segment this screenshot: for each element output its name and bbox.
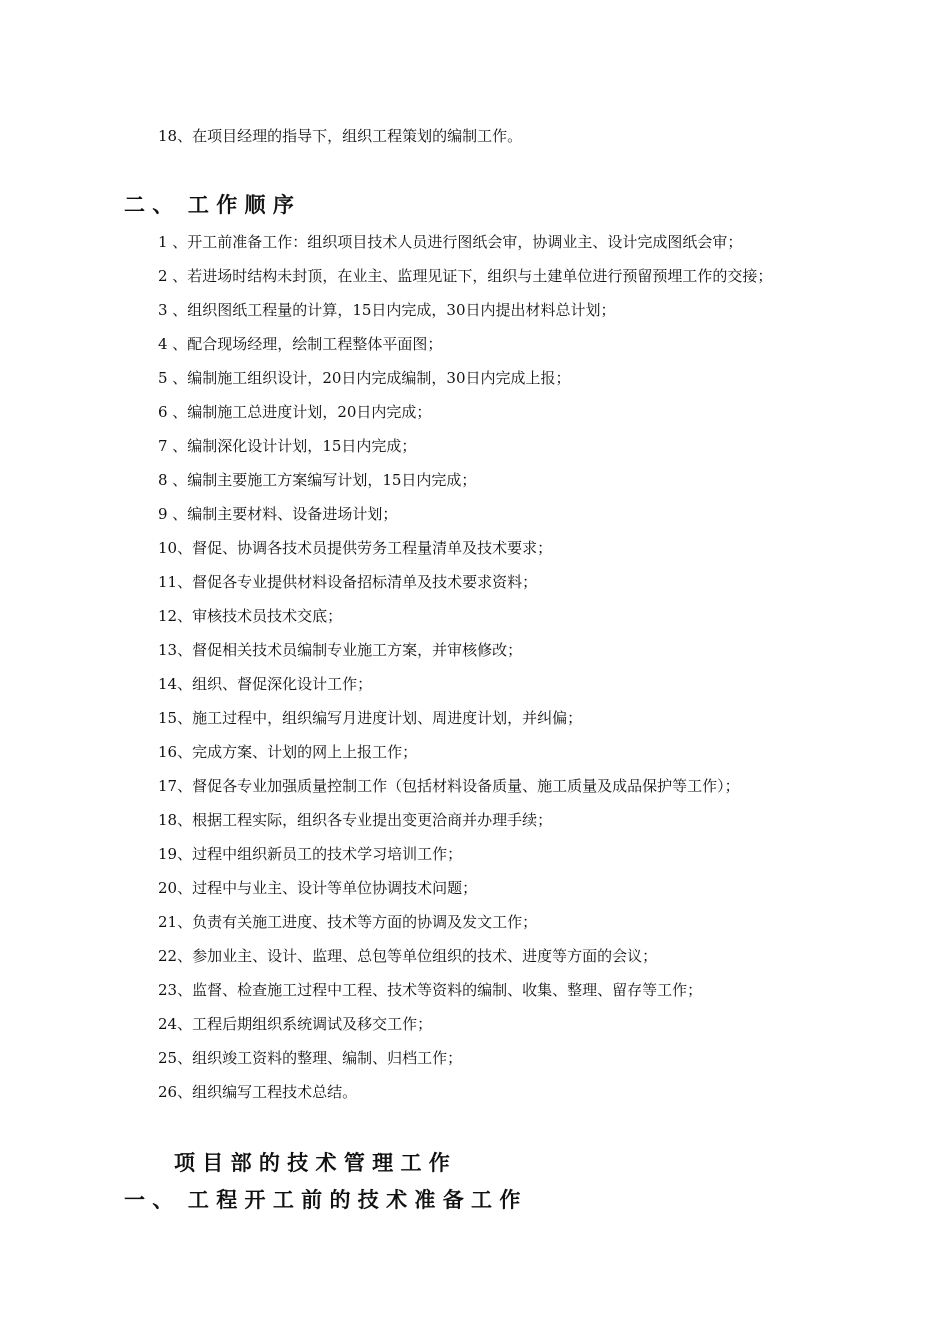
list-item: 18、根据工程实际，组织各专业提出变更洽商并办理手续； <box>158 811 553 829</box>
list-item: 10、督促、协调各技术员提供劳务工程量清单及技术要求； <box>158 539 553 557</box>
list-item: 26、组织编写工程技术总结。 <box>158 1083 358 1101</box>
section-heading-work-order: 二 、 工 作 顺 序 <box>124 193 294 217</box>
list-item: 13、督促相关技术员编制专业施工方案，并审核修改； <box>158 641 523 659</box>
list-item: 7 、编制深化设计计划，15日内完成； <box>158 437 417 455</box>
list-item: 2 、若进场时结构未封顶，在业主、监理见证下，组织与土建单位进行预留预埋工作的交接； <box>158 267 773 285</box>
top-list-item: 18、在项目经理的指导下，组织工程策划的编制工作。 <box>158 127 523 145</box>
list-item: 15、施工过程中，组织编写月进度计划、周进度计划，并纠偏； <box>158 709 583 727</box>
list-item: 22、参加业主、设计、监理、总包等单位组织的技术、进度等方面的会议； <box>158 947 658 965</box>
list-item: 11、督促各专业提供材料设备招标清单及技术要求资料； <box>158 573 538 591</box>
list-item: 23、监督、检查施工过程中工程、技术等资料的编制、收集、整理、留存等工作； <box>158 981 703 999</box>
list-item: 25、组织竣工资料的整理、编制、归档工作； <box>158 1049 463 1067</box>
list-item: 17、督促各专业加强质量控制工作（包括材料设备质量、施工质量及成品保护等工作）； <box>158 777 740 795</box>
list-item: 20、过程中与业主、设计等单位协调技术问题； <box>158 879 478 897</box>
list-item: 12、审核技术员技术交底； <box>158 607 343 625</box>
list-item: 16、完成方案、计划的网上上报工作； <box>158 743 418 761</box>
list-item: 6 、编制施工总进度计划，20日内完成； <box>158 403 432 421</box>
list-item: 4 、配合现场经理，绘制工程整体平面图； <box>158 335 443 353</box>
chapter-title: 项 目 部 的 技 术 管 理 工 作 <box>174 1151 450 1175</box>
list-item: 5 、编制施工组织设计，20日内完成编制，30日内完成上报； <box>158 369 571 387</box>
list-item: 14、组织、督促深化设计工作； <box>158 675 373 693</box>
list-item: 9 、编制主要材料、设备进场计划； <box>158 505 398 523</box>
list-item: 24、工程后期组织系统调试及移交工作； <box>158 1015 433 1033</box>
list-item: 19、过程中组织新员工的技术学习培训工作； <box>158 845 463 863</box>
section-heading-preparation: 一 、 工 程 开 工 前 的 技 术 准 备 工 作 <box>124 1188 521 1212</box>
list-item: 3 、组织图纸工程量的计算，15日内完成，30日内提出材料总计划； <box>158 301 616 319</box>
list-item: 1 、开工前准备工作：组织项目技术人员进行图纸会审，协调业主、设计完成图纸会审； <box>158 233 743 251</box>
list-item: 21、负责有关施工进度、技术等方面的协调及发文工作； <box>158 913 538 931</box>
list-item: 8 、编制主要施工方案编写计划，15日内完成； <box>158 471 477 489</box>
